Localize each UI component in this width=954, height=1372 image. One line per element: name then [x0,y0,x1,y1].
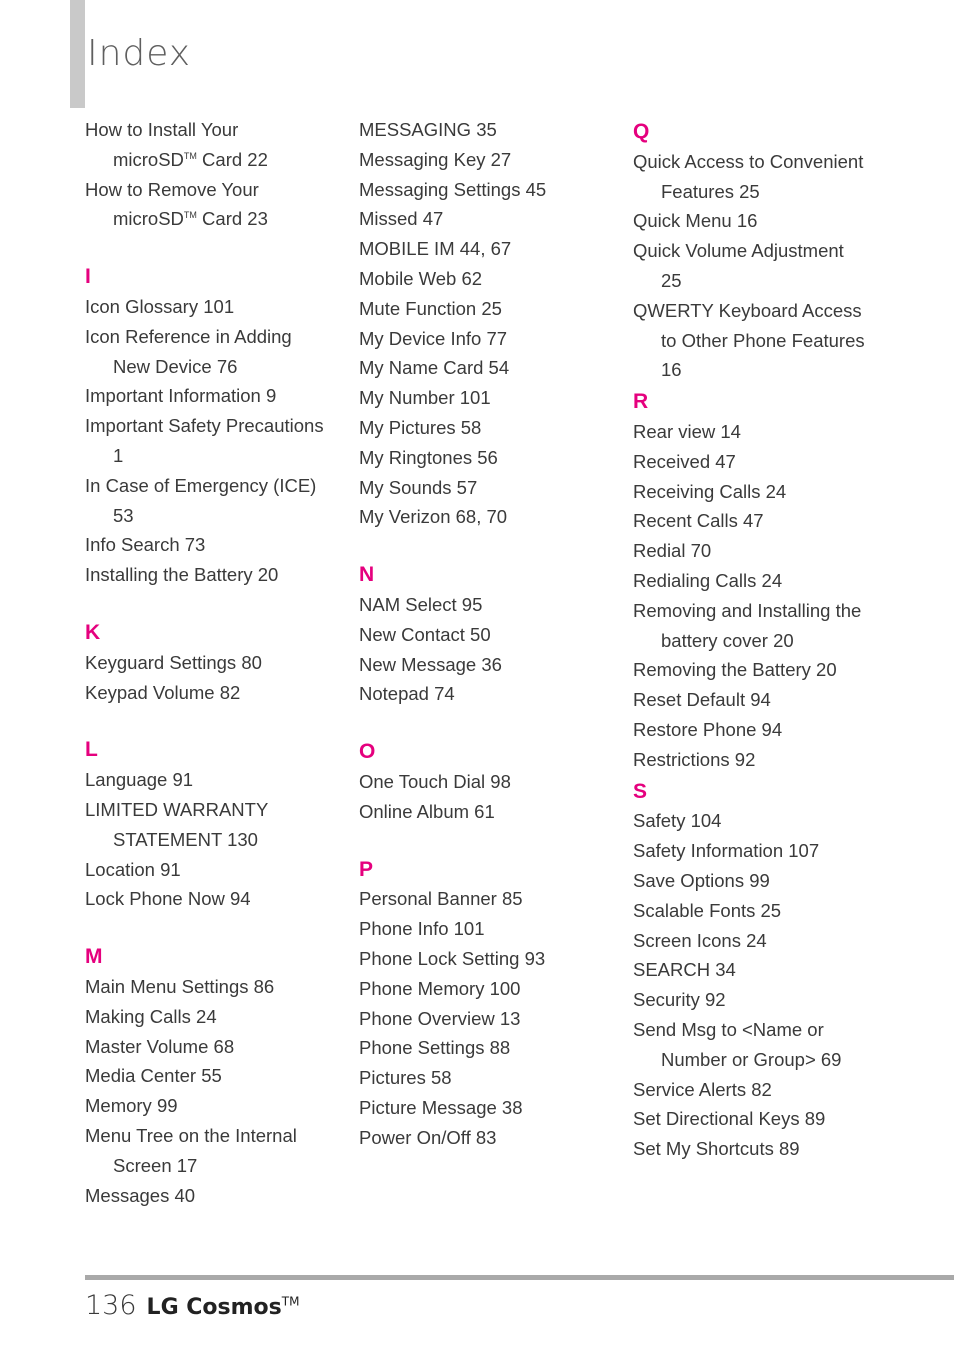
index-entry: Language 91 [85,769,194,791]
index-group-n [359,560,621,709]
index-entry: In Case of Emergency (ICE) 53 [85,474,317,526]
index-group-i [85,262,347,590]
index-entry: Rear view 14 [633,420,741,442]
index-column-2 [359,115,621,1153]
index-group-s [633,777,895,1164]
index-entry: My Name Card 54 [359,357,510,379]
index-entry: Quick Access to Convenient Features 25 [633,150,864,202]
index-entry: My Device Info 77 [359,327,508,349]
index-entry: Installing the Battery 20 [85,564,279,586]
index-entry: NAM Select 95 [359,593,483,615]
index-entry: My Number 101 [359,387,491,409]
index-entry: Memory 99 [85,1095,178,1117]
index-entry: Security 92 [633,989,726,1011]
index-entry: Set Directional Keys 89 [633,1108,826,1130]
index-group-k [85,618,347,707]
index-entry: My Pictures 58 [359,416,482,438]
index-entry: Phone Lock Setting 93 [359,947,546,969]
section-letter: I [85,265,91,289]
index-group-o [359,737,621,826]
page-number: 136 [85,1290,137,1321]
index-entry: My Ringtones 56 [359,446,498,468]
index-entry: Pictures 58 [359,1067,452,1089]
index-entry: Removing the Battery 20 [633,659,837,681]
index-entry: One Touch Dial 98 [359,770,511,792]
section-letter: R [633,390,649,414]
index-entry: Safety Information 107 [633,840,820,862]
index-entry: Power On/Off 83 [359,1126,497,1148]
index-entry: Main Menu Settings 86 [85,975,275,997]
index-entry: Lock Phone Now 94 [85,888,251,910]
index-entry: Restore Phone 94 [633,718,783,740]
index-entry: Mute Function 25 [359,297,502,319]
index-entry: Messaging Key 27 [359,148,512,170]
index-entry: My Sounds 57 [359,476,478,498]
index-group-m [85,942,347,1210]
index-entry: How to Remove Your microSD™ Card 23 [85,178,268,230]
index-entry: Phone Info 101 [359,918,485,940]
index-entry: LIMITED WARRANTY STATEMENT 130 [85,798,269,850]
index-entry: Media Center 55 [85,1065,222,1087]
index-entry: Info Search 73 [85,534,206,556]
index-entry: QWERTY Keyboard Access to Other Phone Features 16 [633,299,865,381]
index-entry: Location 91 [85,858,181,880]
index-group-m-continued [359,115,621,532]
index-entry: Redial 70 [633,540,712,562]
index-entry: New Message 36 [359,653,502,675]
index-entry: Important Safety Precautions 1 [85,415,324,466]
index-entry: Important Information 9 [85,385,277,407]
section-letter: S [633,779,648,803]
index-entry: Phone Memory 100 [359,977,521,999]
index-entry: Quick Menu 16 [633,210,758,232]
section-letter: P [359,857,374,881]
index-entry: Receiving Calls 24 [633,480,787,502]
index-entry: My Verizon 68, 70 [359,506,508,528]
index-entry: Service Alerts 82 [633,1078,772,1100]
index-group-p [359,855,621,1153]
index-entry: Picture Message 38 [359,1096,523,1118]
index-entry: Keypad Volume 82 [85,681,241,703]
index-group-h-continued [85,115,347,234]
section-letter: K [85,620,101,644]
index-entry: Mobile Web 62 [359,267,483,289]
index-entry: Making Calls 24 [85,1005,217,1027]
index-entry: Scalable Fonts 25 [633,899,782,921]
index-entry: Restrictions 92 [633,748,756,770]
section-letter: L [85,738,98,762]
trademark-mark: TM [281,1294,300,1309]
index-entry: Keyguard Settings 80 [85,651,262,673]
index-entry: Notepad 74 [359,683,455,705]
index-group-l [85,735,347,914]
title-accent-bar [70,0,85,108]
index-column-1 [85,115,347,1210]
index-entry: New Contact 50 [359,623,491,645]
index-column-3 [633,115,895,1164]
index-entry: Icon Glossary 101 [85,295,235,317]
index-entry: Master Volume 68 [85,1035,235,1057]
section-letter: N [359,563,375,587]
index-entry: Safety 104 [633,810,722,832]
index-entry: Screen Icons 24 [633,929,767,951]
index-entry: Send Msg to <Name or Number or Group> 69 [633,1018,842,1070]
index-group-r [633,387,895,774]
index-entry: Menu Tree on the Internal Screen 17 [85,1124,297,1176]
page-title: Index [87,33,192,74]
index-entry: MOBILE IM 44, 67 [359,238,512,260]
index-entry: Received 47 [633,450,736,472]
index-entry: Quick Volume Adjustment 25 [633,240,844,291]
index-entry: Icon Reference in Adding New Device 76 [85,325,292,377]
index-entry: Save Options 99 [633,869,770,891]
index-entry: SEARCH 34 [633,959,736,981]
book-title: LG Cosmos™ [146,1294,300,1320]
index-entry: Recent Calls 47 [633,510,764,532]
index-entry: Missed 47 [359,208,444,230]
section-letter: M [85,945,103,969]
index-entry: Phone Overview 13 [359,1007,521,1029]
index-entry: Personal Banner 85 [359,888,523,910]
index-entry: How to Install Your microSD™ Card 22 [85,119,268,170]
index-entry: Messages 40 [85,1184,196,1206]
section-letter: O [359,740,376,764]
index-entry: MESSAGING 35 [359,119,497,140]
index-entry: Messaging Settings 45 [359,178,547,200]
index-entry: Set My Shortcuts 89 [633,1138,800,1160]
index-entry: Online Album 61 [359,800,495,822]
index-entry: Reset Default 94 [633,689,771,711]
index-entry: Phone Settings 88 [359,1037,511,1059]
footer-rule [85,1275,954,1280]
page-footer [85,1290,299,1321]
index-entry: Redialing Calls 24 [633,569,783,591]
section-letter: Q [633,120,650,143]
index-entry: Removing and Installing the battery cover 20 [633,599,862,651]
